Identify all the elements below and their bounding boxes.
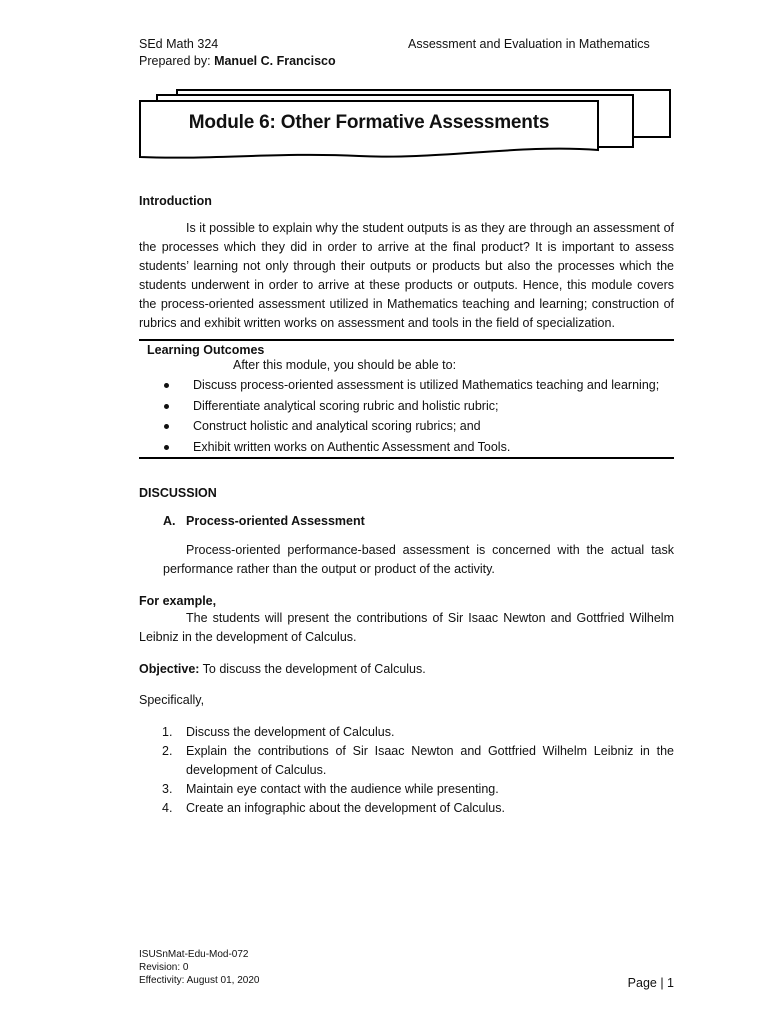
section-title: Process-oriented Assessment — [186, 514, 365, 528]
bullet-icon — [164, 404, 169, 409]
section-paragraph: Process-oriented performance-based assessment is concerned with the actual task performance rather than the output or product of the activity. — [163, 543, 674, 576]
page-number: Page | 1 — [627, 976, 674, 990]
outcomes-top-rule — [139, 339, 674, 341]
document-code: ISUSnMat-Edu-Mod-072 — [139, 949, 249, 960]
introduction-paragraph: Is it possible to explain why the student outputs is as they are through an assessment of the processes which they did in order to arrive at the final product? It is important to assess students’ learning not only through their outputs or products but also the processes which the students underwent in order to arrive at these products or outputs. Hence, this module covers the process-oriented assessment utilized in Mathematics teaching and learning; construction of rubrics and exhibit written works on assessment and tools in the field of specialization. — [139, 221, 674, 330]
banner-layer-front — [139, 100, 599, 158]
bullet-icon — [164, 424, 169, 429]
bullet-icon — [164, 383, 169, 388]
learning-outcomes-intro: After this module, you should be able to: — [233, 358, 457, 372]
example-heading: For example, — [139, 594, 217, 608]
list-item: Differentiate analytical scoring rubric and holistic rubric; — [164, 396, 674, 417]
list-item: 2. Explain the contributions of Sir Isaac Newton and Gottfried Wilhelm Leibniz in the development of Calculus. — [162, 744, 674, 777]
section-letter: A. — [163, 514, 176, 528]
section-heading — [163, 512, 365, 530]
module-title: Module 6: Other Formative Assessments — [188, 112, 550, 133]
learning-outcomes-heading: Learning Outcomes — [147, 343, 265, 357]
list-item: 3. Maintain eye contact with the audience while presenting. — [162, 782, 499, 796]
prepared-by — [139, 52, 336, 70]
author-name: Manuel C. Francisco — [214, 54, 336, 68]
effectivity-date: Effectivity: August 01, 2020 — [139, 975, 260, 986]
bullet-icon — [164, 445, 169, 450]
introduction-heading: Introduction — [139, 194, 212, 208]
course-code: SEd Math 324 — [139, 37, 219, 51]
prepared-label: Prepared by: — [139, 54, 211, 68]
subject-title: Assessment and Evaluation in Mathematics — [408, 37, 650, 51]
list-item: 4. Create an infographic about the development of Calculus. — [162, 801, 505, 815]
specifically-label: Specifically, — [139, 693, 205, 707]
objectives-list — [162, 723, 674, 818]
footer-info — [139, 948, 259, 987]
objective-line — [139, 660, 426, 678]
list-item: Construct holistic and analytical scoring rubrics; and — [164, 416, 674, 437]
learning-outcomes-list — [164, 375, 674, 457]
discussion-heading: DISCUSSION — [139, 486, 217, 500]
objective-text: To discuss the development of Calculus. — [199, 662, 426, 676]
revision-number: Revision: 0 — [139, 962, 189, 973]
list-item: 1. Discuss the development of Calculus. — [162, 725, 395, 739]
example-text: The students will present the contributions of Sir Isaac Newton and Gottfried Wilhelm Leibniz in the development of Calculus. — [139, 611, 674, 644]
objective-label: Objective: — [139, 662, 200, 676]
outcomes-bottom-rule — [139, 457, 674, 459]
list-item: Discuss process-oriented assessment is utilized Mathematics teaching and learning; — [164, 375, 674, 396]
list-item: Exhibit written works on Authentic Assessment and Tools. — [164, 437, 674, 458]
